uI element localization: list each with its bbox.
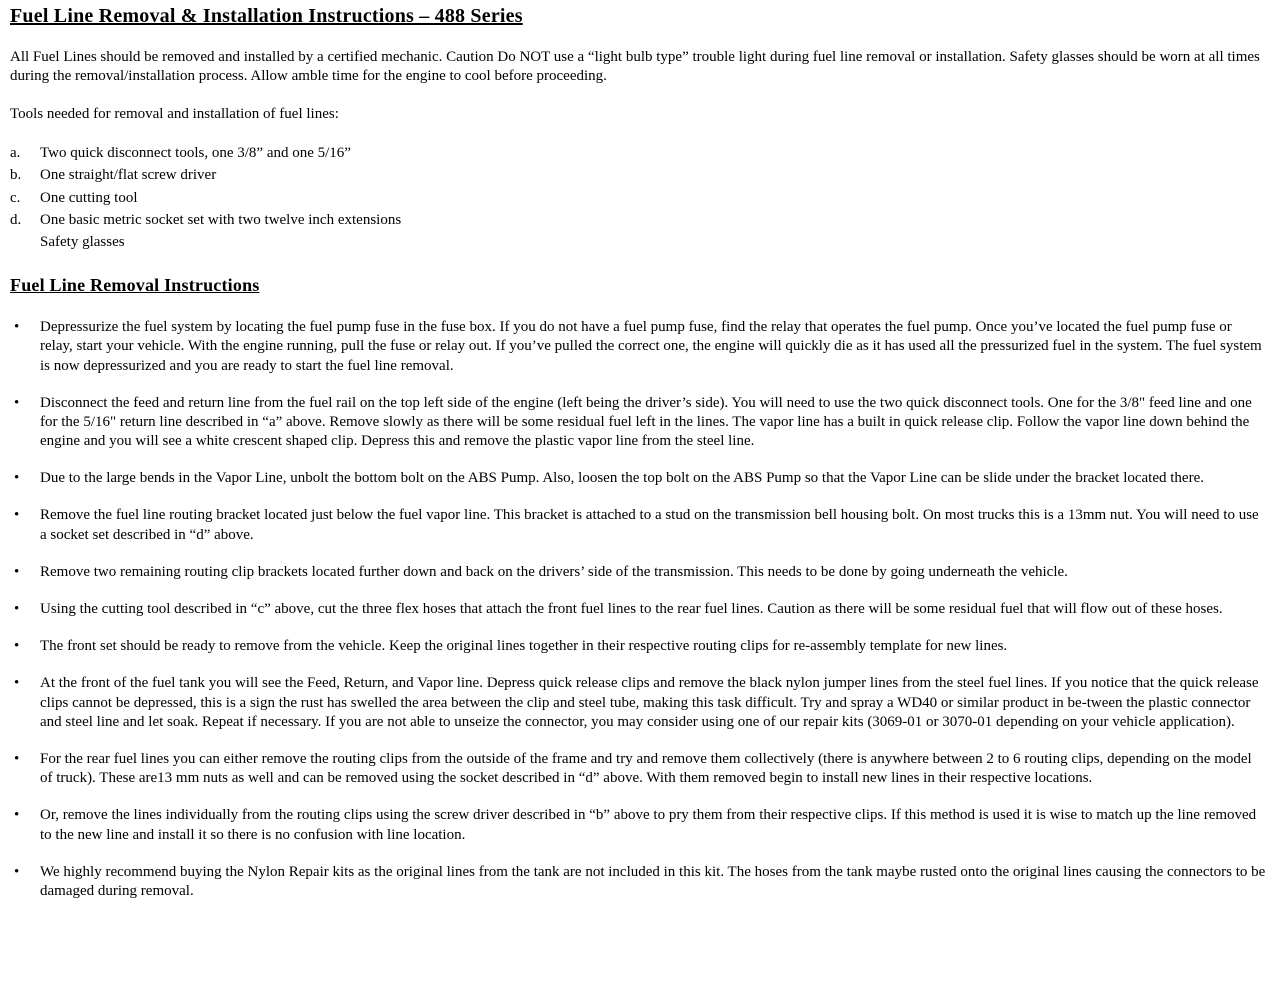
- instruction-step: • For the rear fuel lines you can either remove the routing clips from the outside of the frame and try and remove them collectively (there is anywhere between 2 to 6 routing clips, depending on the model of truck). These are13 mm nuts as well and can be removed using the socket described in “d” above. With them removed begin to install new lines in their respective locations.: [10, 750, 1266, 788]
- tool-item-text: One cutting tool: [40, 189, 138, 206]
- tool-item-d: [10, 211, 1266, 230]
- instruction-step: • Remove two remaining routing clip brackets located further down and back on the drivers’ side of the transmission. This needs to be done by going underneath the vehicle.: [10, 563, 1266, 582]
- tool-item-text: One basic metric socket set with two twelve inch extensions: [40, 211, 402, 228]
- section-heading: Fuel Line Removal Instructions: [10, 275, 260, 296]
- instruction-step: • At the front of the fuel tank you will see the Feed, Return, and Vapor line. Depress quick release clips and remove the black nylon jumper lines from the steel fuel lines. If you notice that the quick release clips cannot be depressed, this is a sign the rust has swelled the area between the clip and steel tube, making this task difficult. Try and spray a WD40 or similar product in be-tween the plastic connector and steel line and let soak. Repeat if necessary. If you are not able to unseize the connector, you may consider using one of our repair kits (3069-01 or 3070-01 depending on your vehicle application).: [10, 674, 1266, 732]
- tool-item-label: c.: [10, 189, 21, 206]
- tools-list: [10, 144, 1266, 252]
- instruction-step: • Depressurize the fuel system by locating the fuel pump fuse in the fuse box. If you do not have a fuel pump fuse, find the relay that operates the fuel pump. Once you’ve located the fuel pump fuse or relay, start your vehicle. With the engine running, pull the fuse or relay out. If you’ve pulled the correct one, the engine will quickly die as it has used all the pressurized fuel in the system. The fuel system is now depressurized and you are ready to start the fuel line removal.: [10, 318, 1266, 376]
- tool-item-label: b.: [10, 167, 22, 184]
- tool-item-label: a.: [10, 145, 21, 162]
- instruction-step: • Or, remove the lines individually from the routing clips using the screw driver described in “b” above to pry them from their respective clips. If this method is used it is wise to match up the line removed to the new line and install it so there is no confusion with line location.: [10, 806, 1266, 844]
- tool-item-safety-glasses: Safety glasses: [40, 233, 125, 250]
- instruction-step: • The front set should be ready to remove from the vehicle. Keep the original lines together in their respective routing clips for re-assembly template for new lines.: [10, 637, 1266, 656]
- tool-item-text: One straight/flat screw driver: [40, 167, 217, 184]
- tool-item-text: Two quick disconnect tools, one 3/8” and one 5/16”: [40, 145, 351, 162]
- document-title: Fuel Line Removal & Installation Instructions – 488 Series: [10, 5, 523, 27]
- instruction-step: • Due to the large bends in the Vapor Line, unbolt the bottom bolt on the ABS Pump. Also, loosen the top bolt on the ABS Pump so that the Vapor Line can be slide under the bracket located there.: [10, 469, 1266, 488]
- instruction-step: • Disconnect the feed and return line from the fuel rail on the top left side of the engine (left being the driver’s side). You will need to use the two quick disconnect tools. One for the 3/8" feed line and one for the 5/16" return line described in “a” above. Remove slowly as there will be some residual fuel left in the lines. The vapor line has a built in quick release clip. Follow the vapor line down behind the engine and you will see a white crescent shaped clip. Depress this and remove the plastic vapor line from the steel line.: [10, 394, 1266, 452]
- instruction-step: • We highly recommend buying the Nylon Repair kits as the original lines from the tank are not included in this kit. The hoses from the tank maybe rusted onto the original lines causing the connectors to be damaged during removal.: [10, 863, 1266, 901]
- instruction-step: • Using the cutting tool described in “c” above, cut the three flex hoses that attach the front fuel lines to the rear fuel lines. Caution as there will be some residual fuel that will flow out of these hoses.: [10, 600, 1266, 619]
- tool-item-c: [10, 189, 1266, 208]
- tool-item-a: [10, 144, 1266, 163]
- tool-item-label: d.: [10, 211, 22, 228]
- tool-item-b: [10, 166, 1266, 185]
- instruction-steps-list: [10, 318, 1266, 901]
- tools-heading: Tools needed for removal and installation of fuel lines:: [10, 105, 339, 122]
- instruction-step: • Remove the fuel line routing bracket located just below the fuel vapor line. This bracket is attached to a stud on the transmission bell housing bolt. On most trucks this is a 13mm nut. You will need to use a socket set described in “d” above.: [10, 506, 1266, 544]
- intro-paragraph: All Fuel Lines should be removed and installed by a certified mechanic. Caution Do NOT use a “light bulb type” trouble light during fuel line removal or installation. Safety glasses should be worn at all times during the removal/installation process. Allow amble time for the engine to cool before proceeding.: [10, 48, 1260, 84]
